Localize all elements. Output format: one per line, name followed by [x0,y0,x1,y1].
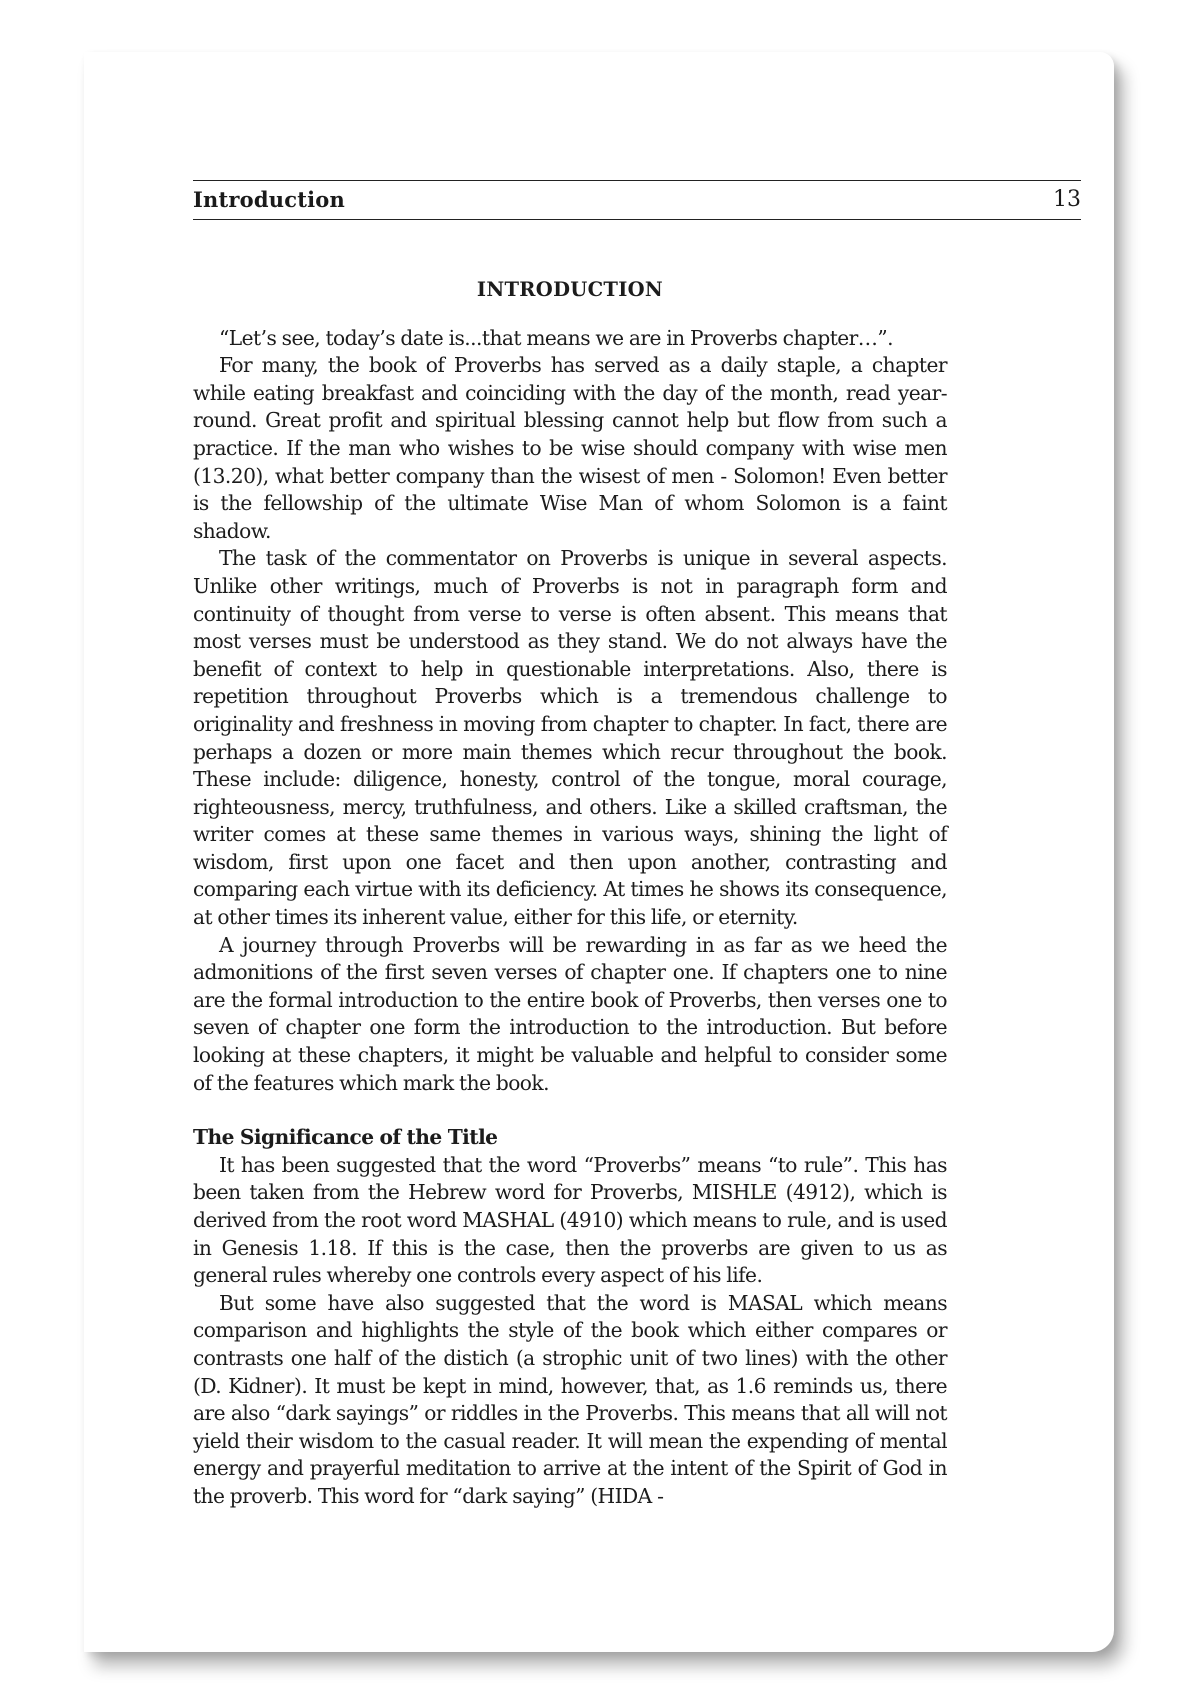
paragraph-title-rule: It has been suggested that the word “Proverbs” means “to rule”. This has been taken from the Hebrew word for Proverbs, MISHLE (4912), which is derived from the root word MASHAL (4910) which means to rule, and is used in Genesis 1.18. If this is the case, then the proverbs are given to us as general rules whereby one controls every aspect of his life. [193,1152,947,1288]
running-head-title: Introduction [193,187,345,212]
section-heading: The Significance of the Title [193,1125,498,1150]
page-number: 13 [1053,187,1081,212]
paragraph-title-comparison: But some have also suggested that the word is MASAL which means comparison and highlights the style of the book which either compares or contrasts one half of the distich (a strophic unit of two lines) with the other (D. Kidner). It must be kept in mind, however, that, as 1.6 reminds us, there are also “dark sayings” or riddles in the Proverbs. This means that all will not yield their wisdom to the casual reader. It will mean the expending of mental energy and prayerful meditation to arrive at the intent of the Spirit of God in the proverb. This word for “dark saying” (HIDA - [193,1290,947,1508]
paragraph-daily-staple: For many, the book of Proverbs has served as a daily staple, a chapter while eating breakfast and coinciding with the day of the month, read year-round. Great profit and spiritual blessing cannot help but flow from such a practice. If the man who wishes to be wise should company with wise men (13.20), what better company than the wisest of men - Solomon! Even better is the fellowship of the ultimate Wise Man of whom Solomon is a faint shadow. [193,353,947,543]
running-head [193,180,1081,220]
paragraph-journey: A journey through Proverbs will be rewarding in as far as we heed the admonitions of the first seven verses of chapter one. If chapters one to nine are the formal introduction to the entire book of Proverbs, then verses one to seven of chapter one form the introduction to the introduction. But before looking at these chapters, it might be valuable and helpful to consider some of the features which mark the book. [193,932,947,1095]
paragraph-intro-quote: “Let’s see, today’s date is...that means we are in Proverbs chapter…”. [219,325,894,350]
chapter-heading: INTRODUCTION [476,278,664,301]
body-text [193,276,947,1511]
paragraph-commentator-task: The task of the commentator on Proverbs is unique in several aspects. Unlike other writings, much of Proverbs is not in paragraph form and continuity of thought from verse to verse is often absent. This means that most verses must be understood as they stand. We do not always have the benefit of context to help in questionable interpretations. Also, there is repetition throughout Proverbs which is a tremendous challenge to originality and freshness in moving from chapter to chapter. In fact, there are perhaps a dozen or more main themes which recur throughout the book. These include: diligence, honesty, control of the tongue, moral courage, righteousness, mercy, truthfulness, and others. Like a skilled craftsman, the writer comes at these same themes in various ways, shining the light of wisdom, first upon one facet and then upon another, contrasting and comparing each virtue with its deficiency. At times he shows its consequence, at other times its inherent value, either for this life, or eternity. [193,546,947,930]
